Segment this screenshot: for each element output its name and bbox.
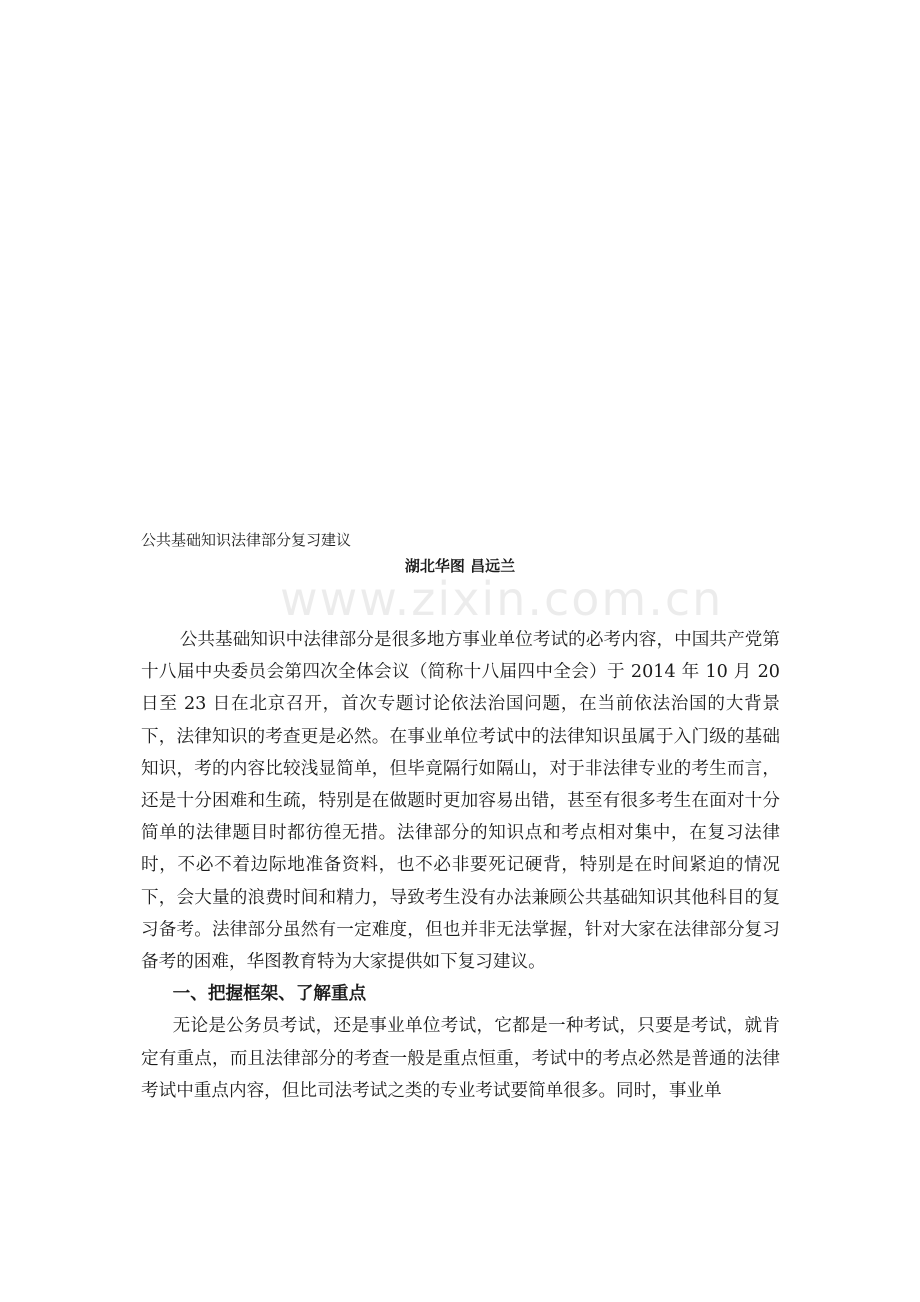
section-heading: 一、把握框架、了解重点 [172, 984, 367, 1005]
watermark: www.zixin.com.cn [280, 572, 724, 626]
section-paragraph: 无论是公务员考试，还是事业单位考试，它都是一种考试，只要是考试，就肯定有重点，而且法律部分的考查一般是重点恒重，考试中的考点必然是普通的法律考试中重点内容，但比司法考试之类的专业考试要简单很多。同时，事业单 [141, 1016, 780, 1101]
document-title: 公共基础知识法律部分复习建议 [141, 531, 352, 549]
author-byline: 湖北华图 昌远兰 [404, 557, 516, 575]
intro-paragraph: 公共基础知识中法律部分是很多地方事业单位考试的必考内容，中国共产党第十八届中央委员会第四次全体会议（简称十八届四中全会）于 2014 年 10 月 20 日至 23 日在北京召开，首次专题讨论依法治国问题，在当前依法治国的大背景下，法律知识的考查更是必然。在事业单位考试中的法律知识虽属于入门级的基础知识，考的内容比较浅显简单，但毕竟隔行如隔山，对于非法律专业的考生而言，还是十分困难和生疏，特别是在做题时更加容易出错，甚至有很多考生在面对十分简单的法律题目时都彷徨无措。法律部分的知识点和考点相对集中，在复习法律时，不必不着边际地准备资料，也不必非要死记硬背，特别是在时间紧迫的情况下，会大量的浪费时间和精力，导致考生没有办法兼顾公共基础知识其他科目的复习备考。法律部分虽然有一定难度，但也并非无法掌握，针对大家在法律部分复习备考的困难，华图教育特为大家提供如下复习建议。 [141, 630, 780, 973]
document-body [141, 624, 780, 1107]
